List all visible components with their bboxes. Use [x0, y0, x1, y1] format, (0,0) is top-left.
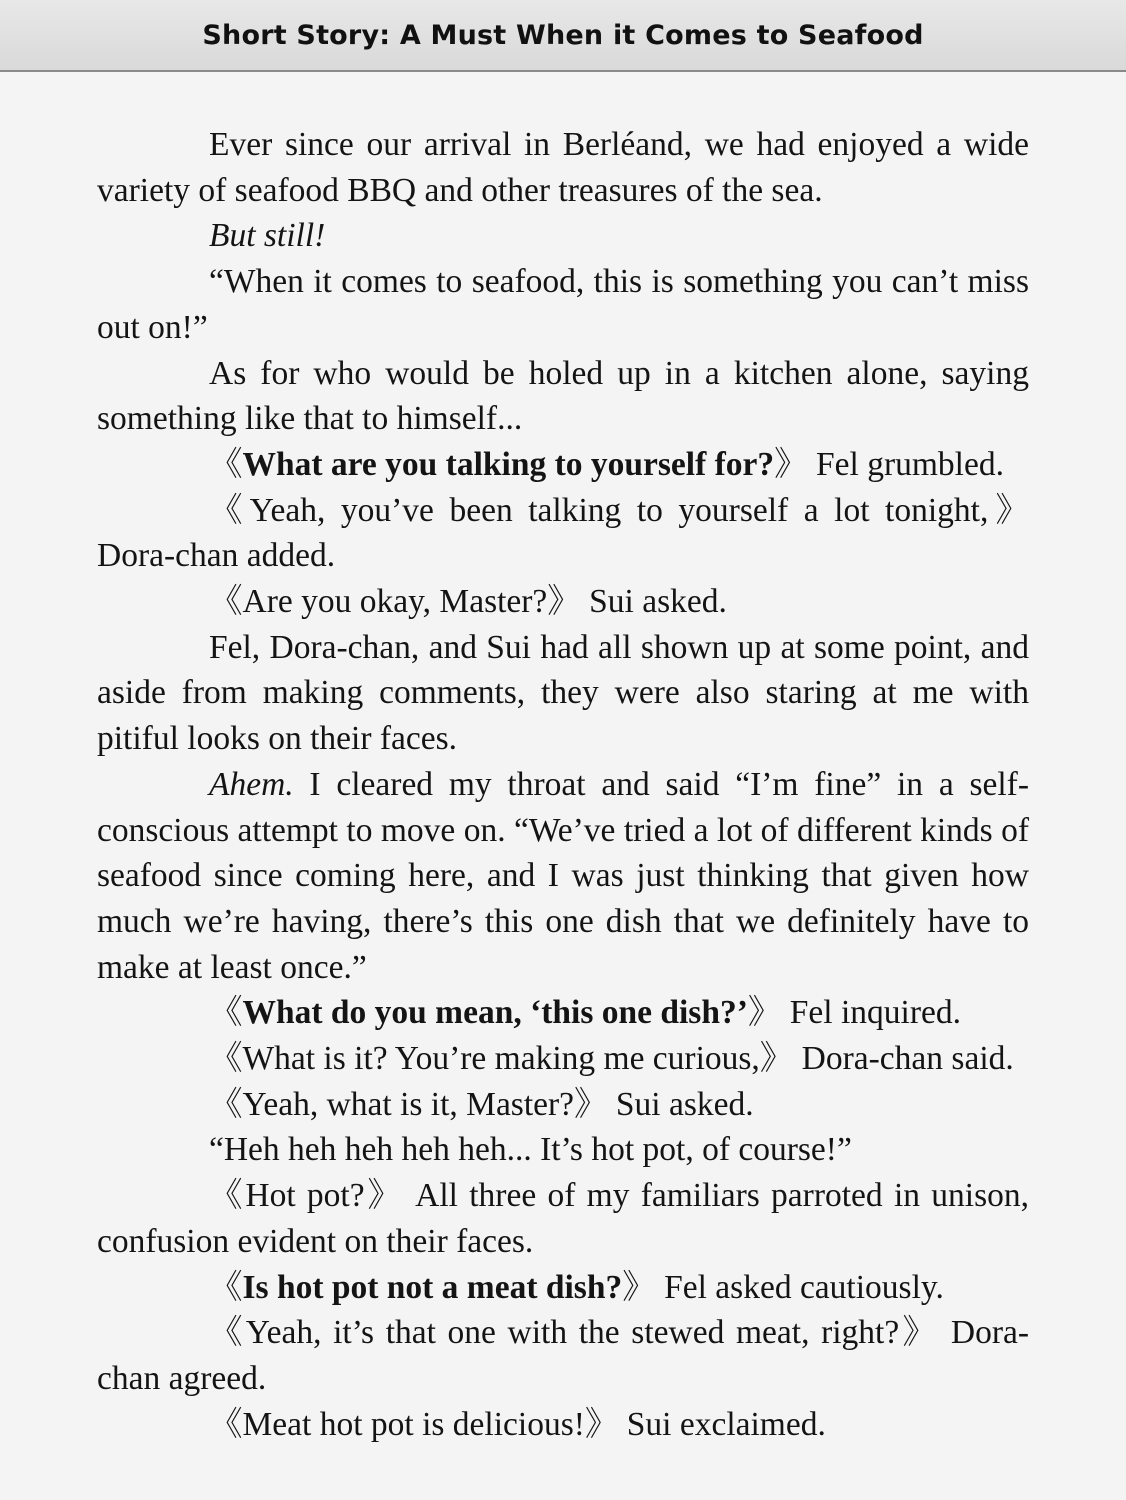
text-run: 《What is it? You’re making me curious,》 Dora-chan said.	[209, 1040, 1014, 1078]
text-run: 《	[209, 445, 243, 483]
text-run: 》 Fel asked cautiously.	[622, 1268, 944, 1306]
story-paragraph	[97, 579, 1029, 625]
text-run: “When it comes to seafood, this is something you can’t miss out on!”	[97, 263, 1029, 346]
text-run: 《	[209, 994, 243, 1032]
story-paragraph	[97, 488, 1029, 579]
italic-text: But still!	[209, 217, 326, 255]
text-run: I cleared my throat and said “I’m fine” in a self-conscious attempt to move on. “We’ve tried a lot of different kinds of seafood since coming here, and I was just thinking that given how much we’re having, there’s this one dish that we definitely have to make at least once.”	[97, 765, 1029, 986]
bold-dialogue: What do you mean, ‘this one dish?’	[242, 994, 748, 1032]
text-run: 《Yeah, what is it, Master?》 Sui asked.	[209, 1085, 754, 1123]
story-paragraph	[97, 1127, 1029, 1173]
italic-text: Ahem.	[209, 765, 294, 803]
text-run: 《Meat hot pot is delicious!》 Sui exclaimed.	[209, 1405, 826, 1443]
story-paragraph	[97, 1265, 1029, 1311]
bold-dialogue: Is hot pot not a meat dish?	[242, 1268, 623, 1306]
story-paragraph	[97, 1310, 1029, 1401]
text-run: 》 Fel inquired.	[747, 994, 961, 1032]
text-run: 《Hot pot?》 All three of my familiars parroted in unison, confusion evident on their faces.	[97, 1177, 1029, 1260]
story-paragraph	[97, 442, 1029, 488]
story-paragraph	[97, 1173, 1029, 1264]
text-run: Fel, Dora-chan, and Sui had all shown up at some point, and aside from making comments, they were also staring at me with pitiful looks on their faces.	[97, 628, 1029, 758]
text-run: 《Yeah, you’ve been talking to yourself a lot tonight,》 Dora-chan added.	[97, 491, 1029, 575]
story-paragraph	[97, 351, 1029, 442]
story-paragraph	[97, 990, 1029, 1036]
chapter-title: Short Story: A Must When it Comes to Seafood	[202, 20, 924, 51]
text-run: 《Yeah, it’s that one with the stewed meat, right?》 Dora-chan agreed.	[97, 1314, 1029, 1397]
story-paragraph	[97, 122, 1029, 213]
text-run: Ever since our arrival in Berléand, we had enjoyed a wide variety of seafood BBQ and other treasures of the sea.	[97, 126, 1029, 209]
text-run: 》 Fel grumbled.	[774, 445, 1004, 483]
text-run: “Heh heh heh heh heh... It’s hot pot, of course!”	[209, 1131, 852, 1169]
story-paragraph	[97, 625, 1029, 762]
story-text	[97, 122, 1029, 1447]
story-paragraph	[97, 213, 1029, 259]
story-paragraph	[97, 762, 1029, 991]
story-paragraph	[97, 1402, 1029, 1448]
text-run: As for who would be holed up in a kitchen alone, saying something like that to himself...	[97, 354, 1029, 438]
text-run: 《	[209, 1268, 243, 1306]
bold-dialogue: What are you talking to yourself for?	[242, 445, 775, 483]
story-paragraph	[97, 259, 1029, 350]
story-paragraph	[97, 1082, 1029, 1128]
story-paragraph	[97, 1036, 1029, 1082]
page-header	[0, 0, 1126, 72]
text-run: 《Are you okay, Master?》 Sui asked.	[209, 583, 727, 621]
